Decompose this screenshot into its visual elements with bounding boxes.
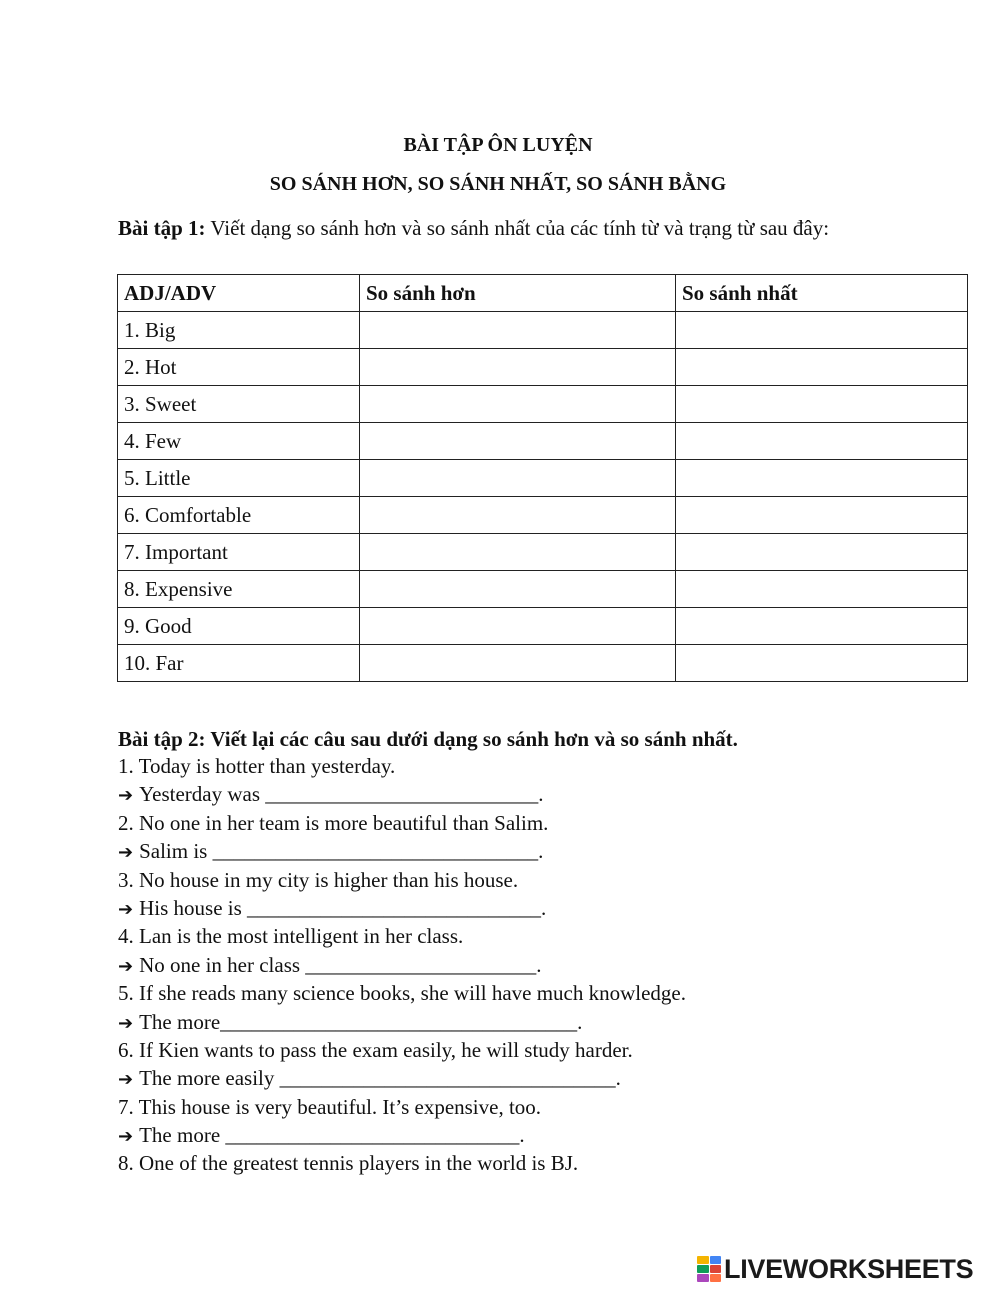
arrow-right-icon: ➔	[118, 1126, 134, 1148]
comparative-answer-cell[interactable]	[360, 349, 676, 386]
exercise2-rewrite-prompt[interactable]	[118, 1121, 918, 1149]
table-row	[118, 534, 968, 571]
exercise2-sentence: 5. If she reads many science books, she will have much knowledge.	[118, 981, 687, 1006]
exercise2-rewrite-prompt[interactable]	[118, 1008, 918, 1036]
rewrite-prompt-text: No one in her class ______________________.	[139, 952, 542, 977]
exercise2-sentence: 7. This house is very beautiful. It’s expensive, too.	[118, 1094, 542, 1119]
comparative-answer-cell[interactable]	[360, 423, 676, 460]
rewrite-prompt-text: The more ____________________________.	[139, 1123, 525, 1148]
superlative-answer-cell[interactable]	[676, 349, 968, 386]
logo-block	[710, 1265, 722, 1273]
comparative-answer-cell[interactable]	[360, 312, 676, 349]
arrow-right-icon: ➔	[118, 898, 134, 920]
arrow-right-icon: ➔	[118, 955, 134, 977]
superlative-answer-cell[interactable]	[676, 312, 968, 349]
word-cell: 6. Comfortable	[118, 497, 360, 534]
arrow-right-icon: ➔	[118, 842, 134, 864]
rewrite-prompt-text: The more__________________________________.	[139, 1009, 583, 1034]
column-header-superlative: So sánh nhất	[676, 275, 968, 312]
exercise2-sentence: 1. Today is hotter than yesterday.	[118, 754, 396, 778]
table-row	[118, 571, 968, 608]
exercise1-table	[117, 274, 968, 682]
comparative-answer-cell[interactable]	[360, 497, 676, 534]
logo-block	[697, 1274, 709, 1282]
exercise2-sentence: 3. No house in my city is higher than his house.	[118, 867, 519, 892]
word-cell: 8. Expensive	[118, 571, 360, 608]
table-row	[118, 645, 968, 682]
exercise2-heading: Bài tập 2: Viết lại các câu sau dưới dạng so sánh hơn và so sánh nhất.	[118, 727, 738, 751]
exercise2-rewrite-prompt[interactable]	[118, 780, 918, 808]
superlative-answer-cell[interactable]	[676, 534, 968, 571]
logo-text: LIVEWORKSHEETS	[724, 1253, 974, 1284]
table-row	[118, 312, 968, 349]
exercise2-list	[118, 752, 918, 1178]
logo-block	[697, 1265, 709, 1273]
rewrite-prompt-text: The more easily ________________________________.	[139, 1066, 621, 1091]
exercise2-rewrite-prompt[interactable]	[118, 894, 918, 922]
logo-blocks-icon	[697, 1256, 721, 1282]
arrow-right-icon: ➔	[118, 1012, 134, 1034]
word-cell: 7. Important	[118, 534, 360, 571]
superlative-answer-cell[interactable]	[676, 608, 968, 645]
exercise2-sentence: 6. If Kien wants to pass the exam easily, he will study harder.	[118, 1037, 633, 1062]
table-row	[118, 386, 968, 423]
page-title: BÀI TẬP ÔN LUYỆN	[403, 134, 593, 156]
logo-block	[710, 1274, 722, 1282]
superlative-answer-cell[interactable]	[676, 386, 968, 423]
logo-block	[697, 1256, 709, 1264]
table-row	[118, 423, 968, 460]
comparative-answer-cell[interactable]	[360, 534, 676, 571]
superlative-answer-cell[interactable]	[676, 497, 968, 534]
superlative-answer-cell[interactable]	[676, 460, 968, 497]
superlative-answer-cell[interactable]	[676, 645, 968, 682]
exercise1-instruction-text: Viết dạng so sánh hơn và so sánh nhất của các tính từ và trạng từ sau đây:	[205, 216, 830, 240]
word-cell: 4. Few	[118, 423, 360, 460]
word-cell: 1. Big	[118, 312, 360, 349]
rewrite-prompt-text: Yesterday was __________________________.	[139, 782, 544, 807]
exercise2-sentence: 2. No one in her team is more beautiful than Salim.	[118, 810, 549, 835]
comparative-answer-cell[interactable]	[360, 460, 676, 497]
comparative-answer-cell[interactable]	[360, 608, 676, 645]
exercise1-label: Bài tập 1:	[118, 216, 206, 240]
column-header-adj-adv: ADJ/ADV	[118, 275, 360, 312]
exercise2-sentence: 4. Lan is the most intelligent in her class.	[118, 924, 464, 949]
exercise2-rewrite-prompt[interactable]	[118, 951, 918, 979]
column-header-comparative: So sánh hơn	[360, 275, 676, 312]
exercise2-rewrite-prompt[interactable]	[118, 837, 918, 865]
table-row	[118, 349, 968, 386]
exercise2-sentence: 8. One of the greatest tennis players in the world is BJ.	[118, 1151, 579, 1176]
word-cell: 10. Far	[118, 645, 360, 682]
logo-block	[710, 1256, 722, 1264]
comparative-answer-cell[interactable]	[360, 386, 676, 423]
exercise1-instruction	[118, 209, 878, 247]
exercise2-rewrite-prompt[interactable]	[118, 1064, 918, 1092]
table-row	[118, 497, 968, 534]
word-cell: 9. Good	[118, 608, 360, 645]
rewrite-prompt-text: His house is ____________________________.	[139, 895, 547, 920]
table-header-row	[118, 275, 968, 312]
arrow-right-icon: ➔	[118, 785, 134, 807]
word-cell: 2. Hot	[118, 349, 360, 386]
superlative-answer-cell[interactable]	[676, 423, 968, 460]
liveworksheets-logo	[697, 1254, 973, 1284]
superlative-answer-cell[interactable]	[676, 571, 968, 608]
word-cell: 5. Little	[118, 460, 360, 497]
arrow-right-icon: ➔	[118, 1069, 134, 1091]
page-subtitle: SO SÁNH HƠN, SO SÁNH NHẤT, SO SÁNH BẰNG	[269, 173, 727, 195]
rewrite-prompt-text: Salim is _______________________________.	[139, 839, 544, 864]
comparative-answer-cell[interactable]	[360, 645, 676, 682]
comparative-answer-cell[interactable]	[360, 571, 676, 608]
table-row	[118, 460, 968, 497]
table-row	[118, 608, 968, 645]
word-cell: 3. Sweet	[118, 386, 360, 423]
